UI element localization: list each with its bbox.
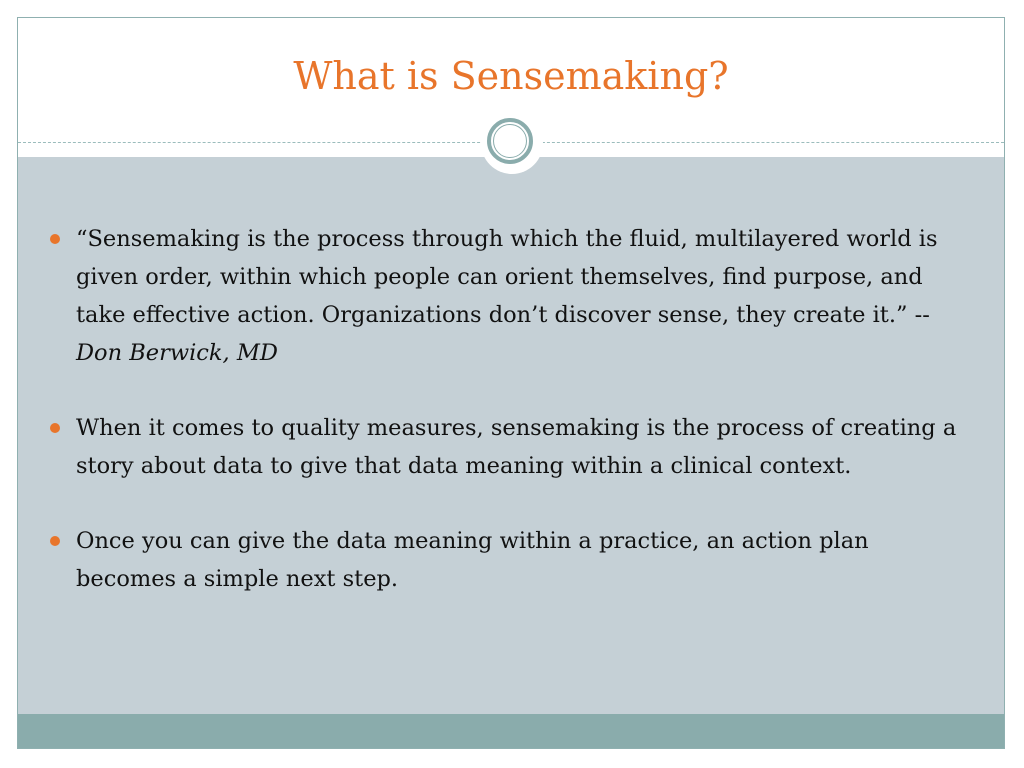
- footer-band: [18, 714, 1004, 748]
- bullet-item: [50, 522, 970, 598]
- bullet-dot-icon: [50, 234, 60, 244]
- quote-attribution: Don Berwick, MD: [76, 340, 278, 366]
- bullet-text: “Sensemaking is the process through which the fluid, multilayered world is given order, within which people can orient themselves, find purpose, and take effective action. Organizations don’t discover sense, they create it.” --: [76, 226, 938, 328]
- bullet-item: [50, 409, 970, 485]
- bullet-text: Once you can give the data meaning within a practice, an action plan becomes a simple next step.: [76, 528, 869, 592]
- bullet-text: When it comes to quality measures, sensemaking is the process of creating a story about data to give that data meaning within a clinical context.: [76, 415, 957, 479]
- bullet-dot-icon: [50, 536, 60, 546]
- slide: [17, 17, 1005, 749]
- bullet-list: [50, 220, 970, 635]
- bullet-dot-icon: [50, 423, 60, 433]
- slide-title: What is Sensemaking?: [293, 54, 729, 98]
- circle-inner-ornament-icon: [493, 124, 527, 158]
- bullet-item: [50, 220, 970, 372]
